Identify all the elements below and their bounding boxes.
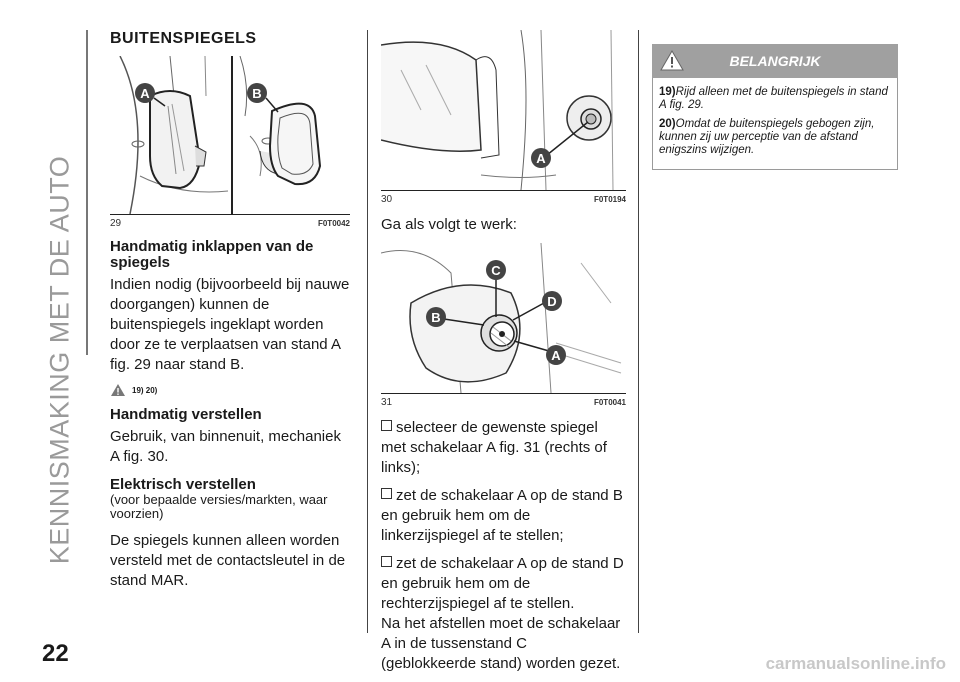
bullet-item: zet de schakelaar A op de stand D en gebruik hem om de rechterzijspiegel af te stellen. xyxy=(381,555,624,612)
figure-code: F0T0042 xyxy=(317,219,350,228)
section-title: BUITENSPIEGELS xyxy=(110,30,257,47)
column-divider-1 xyxy=(367,30,368,633)
figure-31 xyxy=(381,243,626,394)
checkbox-bullet-icon xyxy=(381,420,392,431)
callout-a-label: A xyxy=(140,86,150,101)
callout-a-label: A xyxy=(551,348,561,363)
important-header xyxy=(652,44,898,78)
column-divider-2 xyxy=(638,30,639,633)
note-item: 19)Rijd alleen met de buitenspiegels in stand A fig. 29. xyxy=(659,86,888,111)
figure-code: F0T0041 xyxy=(593,398,626,407)
warning-icon xyxy=(110,383,126,397)
bullet-item: selecteer de gewenste spiegel met schakelaar A fig. 31 (rechts of links); xyxy=(381,419,607,476)
figure-31-caption xyxy=(381,397,626,408)
heading-electric: Elektrisch verstellen xyxy=(110,476,256,493)
figure-number: 30 xyxy=(381,194,393,205)
callout-c-label: C xyxy=(491,263,501,278)
figure-number: 29 xyxy=(110,218,122,229)
figure-29-caption xyxy=(110,218,350,229)
bullet-item: zet de schakelaar A op de stand B en gebruik hem om de linkerzijspiegel af te stellen; xyxy=(381,487,623,544)
callout-d-label: D xyxy=(547,294,557,309)
page-number: 22 xyxy=(42,640,69,667)
side-rule xyxy=(86,30,88,355)
door-mechanism-illustration xyxy=(381,30,626,190)
important-title: BELANGRIJK xyxy=(729,53,821,69)
mirror-fold-illustration xyxy=(110,56,350,214)
figure-30-caption xyxy=(381,194,626,205)
column-1 xyxy=(110,30,350,599)
column-3 xyxy=(652,44,898,170)
note-item: 20)Omdat de buitenspiegels gebogen zijn, kunnen zij uw perceptie van de afstand enigszins wijzigen. xyxy=(659,118,875,156)
paragraph-after: Na het afstellen moet de schakelaar A in de tussenstand C (geblokkeerde stand) worden gezet. xyxy=(381,615,621,672)
paragraph-electric: De spiegels kunnen alleen worden versteld met de contactsleutel in de stand MAR. xyxy=(110,532,346,589)
callout-b-label: B xyxy=(252,86,262,101)
warning-references xyxy=(110,383,350,397)
paragraph-intro: Ga als volgt te werk: xyxy=(381,216,517,233)
paragraph-electric-note: (voor bepaalde versies/markten, waar voorzien) xyxy=(110,492,328,521)
footer-watermark: carmanualsonline.info xyxy=(765,654,946,673)
figure-29 xyxy=(110,56,350,215)
figure-30 xyxy=(381,30,626,191)
mirror-switch-illustration xyxy=(381,243,626,393)
callout-a-label: A xyxy=(536,151,546,166)
checkbox-bullet-icon xyxy=(381,488,392,499)
figure-number: 31 xyxy=(381,397,393,408)
column-2 xyxy=(381,30,626,682)
figure-code: F0T0194 xyxy=(593,195,626,204)
important-body xyxy=(652,78,898,170)
callout-b-label: B xyxy=(431,310,441,325)
heading-manual-adjust: Handmatig verstellen xyxy=(110,406,262,423)
paragraph-adjust: Gebruik, van binnenuit, mechaniek A fig. 30. xyxy=(110,428,341,465)
checkbox-bullet-icon xyxy=(381,556,392,567)
heading-manual-fold: Handmatig inklappen van de spiegels xyxy=(110,238,314,271)
reference-numbers: 19) 20) xyxy=(132,385,158,395)
paragraph-fold: Indien nodig (bijvoorbeeld bij nauwe doorgangen) kunnen de buitenspiegels ingeklapt worden door ze te verplaatsen van stand A fig. 29 naar stand B. xyxy=(110,276,350,373)
